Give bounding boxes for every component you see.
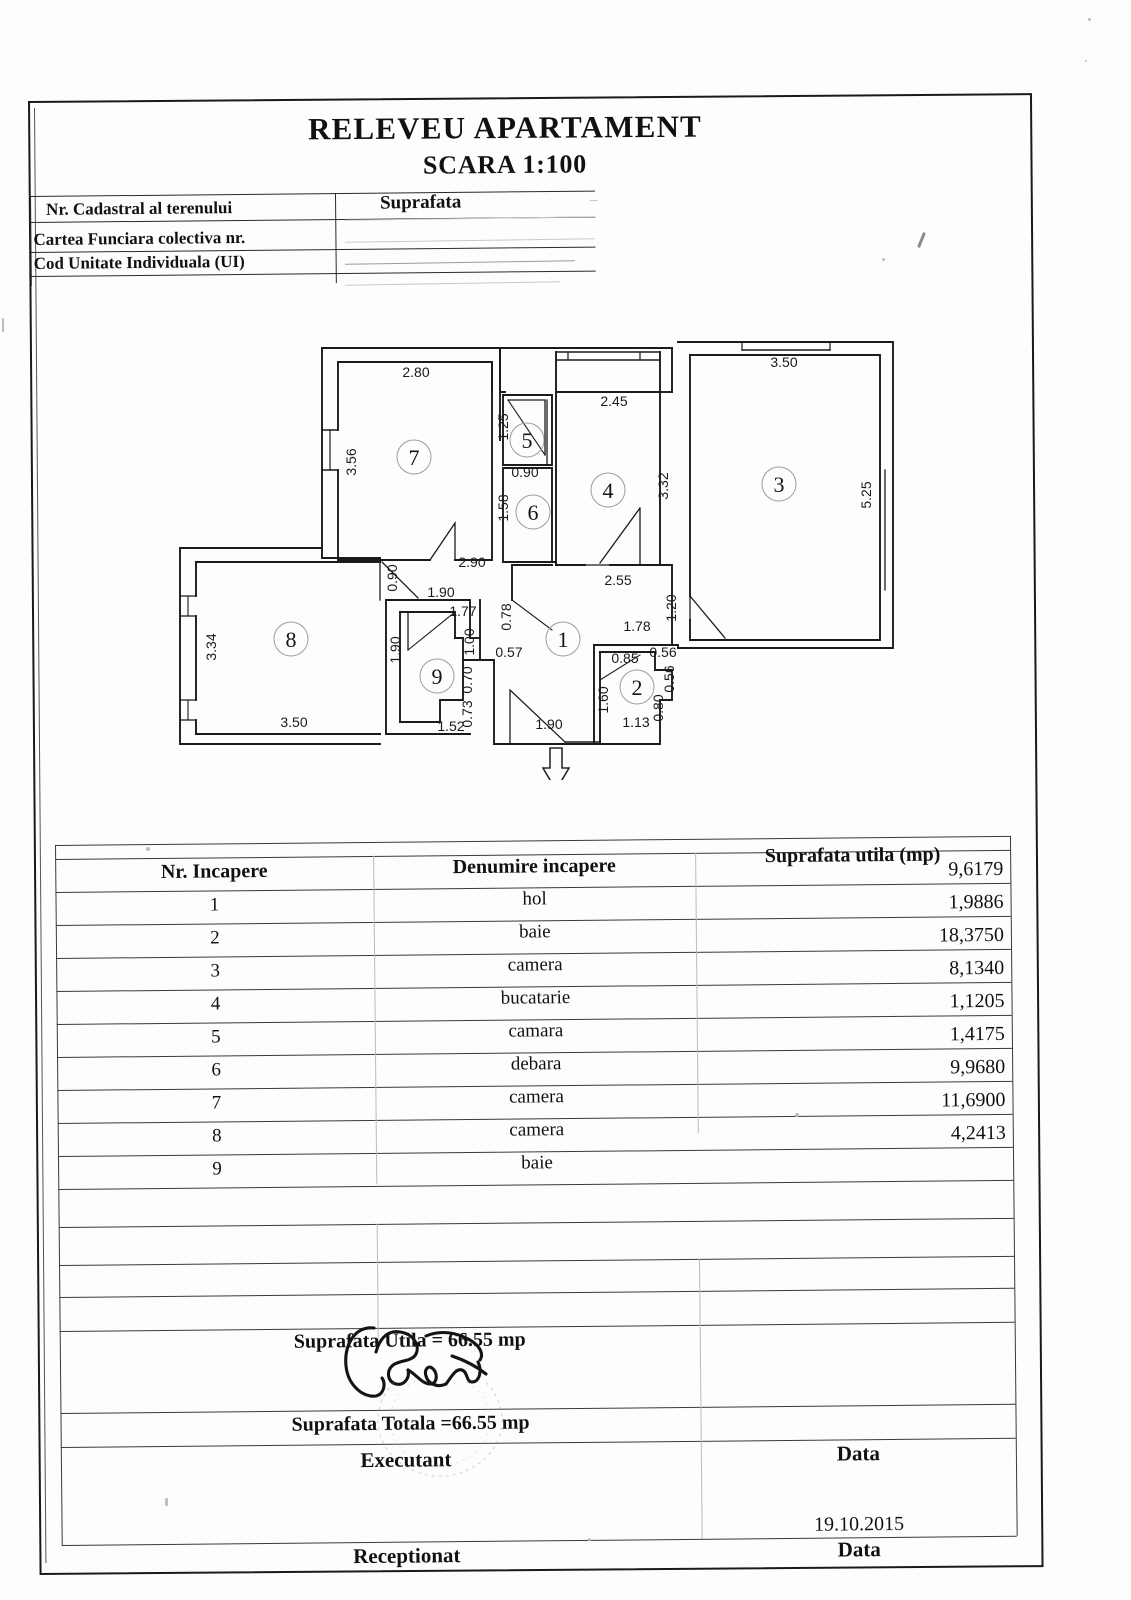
cell-room-name: camera — [507, 954, 563, 976]
cell-room-area: 9,9680 — [950, 1055, 1006, 1079]
dimension-label: 1.58 — [495, 494, 511, 522]
dimension-label: 0.85 — [611, 650, 639, 666]
room-number-1: 1 — [557, 627, 569, 652]
dimension-label: 1.90 — [427, 584, 455, 600]
dimension-label: 0.90 — [511, 464, 539, 480]
dimension-label: 1.90 — [535, 716, 563, 732]
cell-room-number: 5 — [210, 1026, 221, 1048]
executant-label: Executant — [360, 1447, 452, 1473]
cell-room-area: 4,2413 — [950, 1121, 1006, 1145]
dimension-label: 3.56 — [343, 448, 359, 476]
cell-room-area: 9,6179 — [948, 857, 1004, 881]
cell-room-name: hol — [522, 888, 547, 910]
cell-room-name: baie — [521, 1152, 554, 1174]
floor-plan-drawing — [170, 330, 930, 780]
column-header-area: Suprafata utila (mp) — [764, 843, 941, 868]
cell-room-area: 18,3750 — [938, 923, 1005, 947]
dimension-label: 0.90 — [384, 564, 400, 592]
dimension-label: 1.20 — [663, 594, 679, 622]
dimension-label: 0.56 — [661, 665, 677, 693]
dimension-label: 0.56 — [649, 644, 677, 660]
receptionat-label: Receptionat — [353, 1543, 461, 1569]
document-scale: SCARA 1:100 — [422, 149, 588, 180]
office-stamp — [365, 1380, 515, 1490]
column-header-name: Denumire incapere — [452, 854, 616, 879]
entrance-arrow-icon — [543, 748, 569, 780]
cell-room-number: 1 — [209, 894, 220, 916]
dimension-label: 2.80 — [402, 364, 430, 380]
cell-room-name: camara — [508, 1020, 564, 1042]
cell-room-number: 2 — [210, 927, 220, 949]
dimension-label: 1.78 — [623, 618, 651, 634]
room-number-4: 4 — [602, 478, 614, 503]
cell-room-number: 6 — [211, 1059, 222, 1081]
dimension-label: 2.90 — [458, 554, 486, 570]
room-number-5: 5 — [521, 428, 533, 453]
cell-room-name: baie — [518, 921, 551, 943]
cell-room-number: 7 — [211, 1092, 222, 1114]
cell-room-number: 9 — [212, 1158, 222, 1180]
dimension-label: 2.45 — [600, 393, 628, 409]
date-label-top: Data — [836, 1441, 881, 1466]
cell-room-name: bucatarie — [500, 987, 571, 1009]
dimension-label: 3.50 — [770, 354, 798, 370]
cell-room-name: camera — [508, 1086, 564, 1108]
dimension-label: 1.25 — [495, 413, 511, 441]
dimension-label: 5.25 — [858, 481, 874, 509]
cadastral-number-label: Nr. Cadastral al terenului — [46, 198, 233, 219]
room-number-9: 9 — [431, 664, 443, 689]
dimension-label: 1.00 — [461, 628, 477, 656]
area-column-label: Suprafata — [379, 191, 462, 214]
cell-room-area: 8,1340 — [949, 956, 1005, 980]
total-useful-area: Suprafata Utila = 66.55 mp — [293, 1328, 526, 1353]
dimension-label: 3.50 — [280, 714, 308, 730]
total-overall-area: Suprafata Totala =66.55 mp — [291, 1411, 530, 1436]
cell-room-number: 4 — [210, 993, 221, 1015]
cell-room-name: debara — [510, 1053, 562, 1075]
header-info-table — [30, 191, 596, 286]
dimension-label: 2.55 — [604, 572, 632, 588]
date-value: 19.10.2015 — [813, 1512, 905, 1536]
room-number-7: 7 — [408, 445, 420, 470]
room-number-2: 2 — [631, 675, 643, 700]
dimension-label: 1.13 — [622, 714, 650, 730]
cell-room-number: 3 — [210, 960, 221, 982]
dimension-label: 1.90 — [387, 636, 403, 664]
dimension-label: 0.57 — [495, 644, 523, 660]
dimension-label: 3.32 — [655, 472, 671, 500]
column-header-nr: Nr. Incapere — [160, 859, 268, 883]
cell-room-area: 1,9886 — [948, 890, 1004, 914]
cell-room-name: camera — [509, 1119, 565, 1141]
dimension-label: 1.77 — [449, 603, 477, 619]
cell-room-area: 11,6900 — [941, 1088, 1006, 1112]
dimension-label: 1.60 — [595, 686, 611, 714]
cell-room-number: 8 — [211, 1125, 222, 1147]
unit-code-label: Cod Unitate Individuala (UI) — [33, 251, 245, 273]
dimension-label: 0.73 — [459, 700, 475, 728]
cell-room-area: 1,1205 — [949, 989, 1005, 1013]
dimension-label: 1.52 — [437, 718, 465, 734]
cell-room-area: 1,4175 — [949, 1022, 1005, 1046]
room-number-8: 8 — [285, 627, 297, 652]
dimension-label: 0.70 — [459, 666, 475, 694]
land-book-label: Cartea Funciara colectiva nr. — [33, 227, 246, 249]
room-number-3: 3 — [773, 472, 785, 497]
dimension-label: 0.78 — [498, 603, 514, 631]
document-title: RELEVEU APARTAMENT — [307, 108, 703, 147]
date-label-bottom: Data — [837, 1537, 881, 1562]
dimension-label: 3.34 — [203, 633, 219, 661]
dimension-label: 0.80 — [650, 694, 666, 722]
room-number-6: 6 — [527, 500, 539, 525]
room-schedule-table — [55, 836, 1017, 1569]
